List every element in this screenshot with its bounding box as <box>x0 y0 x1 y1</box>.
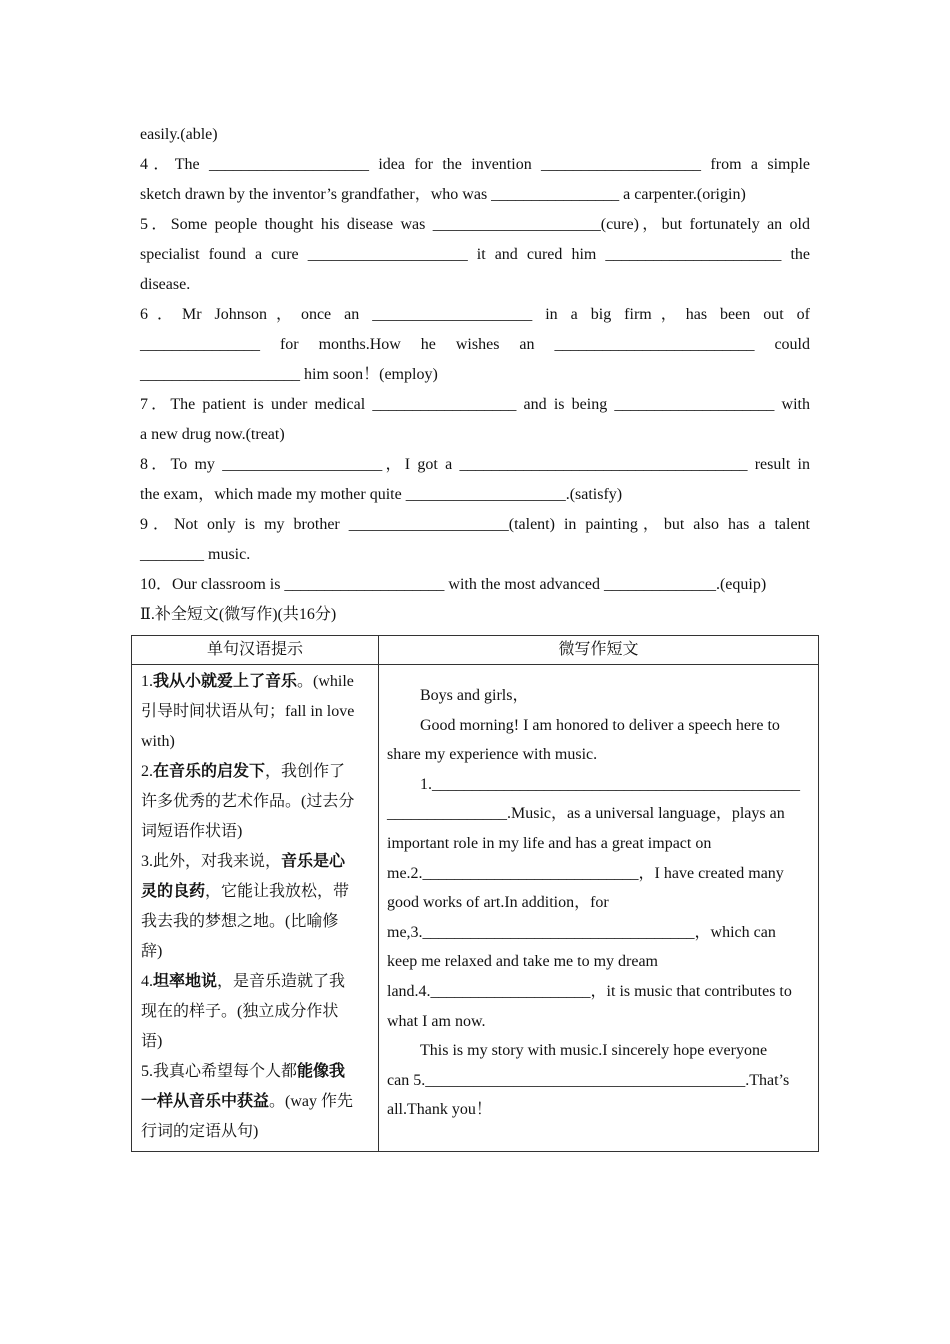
hint-text: 引导时间状语从句；fall in love <box>141 703 355 720</box>
passage-line: can 5.________________________________________.That’s <box>387 1071 790 1089</box>
hint-text: 现在的样子。(独立成分作状 <box>141 1003 339 1020</box>
header-writing: 微写作短文 <box>379 636 819 665</box>
exercise-line: 5．Some people thought his disease was _____________________(cure)，but fortunately an old <box>140 216 810 233</box>
exercise-line: sketch drawn by the inventor’s grandfather，who was ________________ a carpenter.(origin) <box>140 186 746 203</box>
hint-text: 3.此外，对我来说， <box>141 853 282 870</box>
hint-keyphrase: 一样从音乐中获益 <box>141 1093 270 1110</box>
hint-text: 4. <box>141 973 153 990</box>
passage-line: 1.______________________________________________ <box>420 775 800 793</box>
passage-line: _______________.Music，as a universal language，plays an <box>387 805 785 823</box>
hint-text: 辞) <box>141 943 163 960</box>
hint-text: 。(way 作先 <box>269 1093 354 1110</box>
passage-line: all.Thank you！ <box>387 1101 492 1119</box>
exercise-line: ________ music. <box>140 546 251 563</box>
hint-line <box>141 997 370 1027</box>
hint-line <box>141 787 370 817</box>
hint-text: 语) <box>141 1033 163 1050</box>
hint-line <box>141 877 370 907</box>
hint-text: 2. <box>141 763 153 780</box>
passage-line: what I am now. <box>387 1012 486 1030</box>
writing-table <box>131 635 819 1152</box>
hint-text: 许多优秀的艺术作品。(过去分 <box>141 793 355 810</box>
hint-text: ，我创作了 <box>265 763 346 780</box>
hint-line <box>141 847 370 877</box>
passage-line: good works of art.In addition，for <box>387 894 609 912</box>
hint-line <box>141 1117 370 1147</box>
exercise-line: the exam，which made my mother quite ____________________.(satisfy) <box>140 486 623 503</box>
exercise-line: disease. <box>140 276 191 293</box>
table-header-row <box>132 636 819 665</box>
passage-line: This is my story with music.I sincerely hope everyone <box>420 1042 768 1060</box>
hint-text: with) <box>141 733 175 750</box>
hint-line <box>141 727 370 757</box>
hints-cell <box>132 665 379 1152</box>
hint-line <box>141 757 370 787</box>
hint-text: 行词的定语从句) <box>141 1123 259 1140</box>
exercise-line: easily.(able) <box>140 126 218 143</box>
exercise-line: specialist found a cure ____________________ it and cured him ______________________ the <box>140 246 810 263</box>
exercise-section <box>140 120 810 630</box>
hint-keyphrase: 灵的良药 <box>141 883 206 900</box>
hint-text: 1. <box>141 673 153 690</box>
hint-line <box>141 937 370 967</box>
exercise-line: _______________ for months.How he wishes an _________________________ could <box>140 336 810 353</box>
hint-text: 词短语作状语) <box>141 823 243 840</box>
hint-text: ，是音乐造就了我 <box>217 973 346 990</box>
passage-line: share my experience with music. <box>387 746 598 764</box>
exercise-line: 6．Mr Johnson，once an ____________________ in a big firm，has been out of <box>140 306 810 323</box>
header-hints: 单句汉语提示 <box>132 636 379 665</box>
exercise-line: a new drug now.(treat) <box>140 426 285 443</box>
passage-line: keep me relaxed and take me to my dream <box>387 953 658 971</box>
passage-line: me,3.__________________________________，which can <box>387 923 776 941</box>
passage-line: important role in my life and has a great impact on <box>387 834 712 852</box>
hint-keyphrase: 能像我 <box>297 1063 346 1080</box>
hint-text: 。(while <box>297 673 354 690</box>
hint-line <box>141 967 370 997</box>
hint-line <box>141 1057 370 1087</box>
hint-line <box>141 1087 370 1117</box>
hint-line <box>141 907 370 937</box>
hint-line <box>141 697 370 727</box>
hint-text: ，它能让我放松，带 <box>205 883 350 900</box>
exercise-line: 9．Not only is my brother ____________________(talent) in painting，but also has a talent <box>140 516 811 533</box>
hint-keyphrase: 坦率地说 <box>153 973 218 990</box>
hint-keyphrase: 在音乐的启发下 <box>153 763 266 780</box>
passage-line: Boys and girls， <box>420 687 529 704</box>
exercise-line: 10．Our classroom is ____________________ with the most advanced ______________.(equip) <box>140 576 767 593</box>
exercise-line: 8．To my ____________________，I got a ____________________________________ result in <box>140 456 811 473</box>
exercise-line: ____________________ him soon！(employ) <box>140 366 438 383</box>
hint-line <box>141 1027 370 1057</box>
hint-keyphrase: 我从小就爱上了音乐 <box>153 673 298 690</box>
hint-text: 我去我的梦想之地。(比喻修 <box>141 913 339 930</box>
exercise-line: 7．The patient is under medical __________________ and is being ____________________ with <box>140 396 811 413</box>
writing-cell <box>379 665 819 1152</box>
passage-line: Good morning! I am honored to deliver a speech here to <box>420 716 780 734</box>
hint-text: 5.我真心希望每个人都 <box>141 1063 298 1080</box>
hint-line <box>141 817 370 847</box>
exercise-line: 4．The ____________________ idea for the invention ____________________ from a simple <box>140 156 811 173</box>
passage-line: me.2.___________________________，I have created many <box>387 864 784 882</box>
hint-keyphrase: 音乐是心 <box>281 853 346 870</box>
hint-line <box>141 667 370 697</box>
table-body-row <box>132 665 819 1152</box>
passage-line: land.4.____________________，it is music that contributes to <box>387 982 792 1000</box>
section-title: Ⅱ.补全短文(微写作)(共16分) <box>140 606 337 623</box>
